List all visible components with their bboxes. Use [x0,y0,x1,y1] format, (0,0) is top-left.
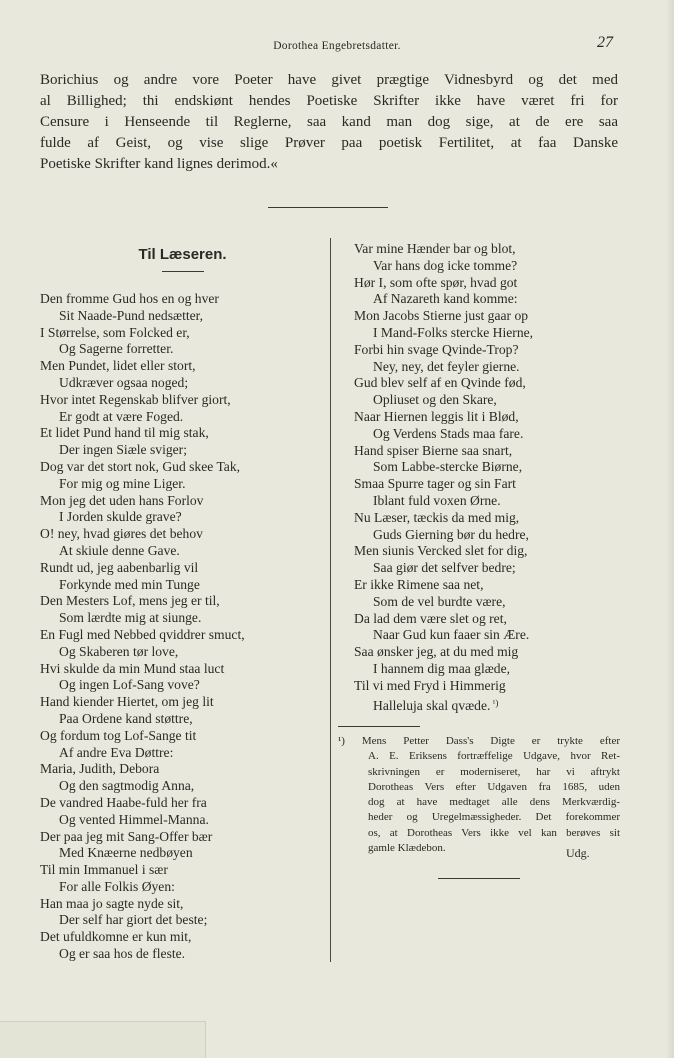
intro-paragraph [40,70,618,175]
verse-line: Som lærdte mig at siunge. [59,610,202,626]
verse-line: Saa ønsker jeg, at du med mig [354,644,519,660]
poem-left-column [40,244,325,963]
title-rule [162,271,204,272]
verse-line: Men Pundet, lidet eller stort, [40,358,196,374]
verse-line: Med Knæerne nedbøyen [59,845,193,861]
verse-line: Den Mesters Lof, mens jeg er til, [40,593,220,609]
verse-line: Iblant fuld voxen Ørne. [373,492,501,508]
section-divider [268,207,388,208]
end-rule [438,878,520,879]
verse-line: Og er saa hos de fleste. [59,946,186,962]
verse-line: Hvor intet Regenskab blifver giort, [40,391,231,407]
verse-line: Hand spiser Bierne saa snart, [354,442,513,458]
column-divider [330,238,331,962]
verse-line: Opliuset og den Skare, [373,392,497,408]
verse-line: Mon jeg det uden hans Forlov [40,492,204,508]
footnote-line: dog at have medtaget alle dens Merkværdig- [368,796,620,809]
verse-line: For alle Folkis Øyen: [59,878,175,894]
verse-line: Og vented Himmel-Manna. [59,811,209,827]
intro-line: Borichius og andre vore Poeter have givet prægtige Vidnesbyrd og det med [40,72,618,88]
verse-line: Var hans dog icke tomme? [373,257,518,273]
verse-line: Smaa Spurre tager og sin Fart [354,476,516,492]
verse-line: En Fugl med Nebbed qviddrer smuct, [40,626,245,642]
verse-line: Men siunis Vercked slet for dig, [354,543,528,559]
intro-line: Censure i Henseende til Reglerne, saa kand man dog sige, at de ere saa [40,114,618,130]
verse-line: Og ingen Lof-Sang vove? [59,677,200,693]
footnote-marker[interactable]: ¹) [490,697,499,708]
verse-line: Rundt ud, jeg aabenbarlig vil [40,559,199,575]
intro-line: Poetiske Skrifter kand lignes derimod.« [40,156,278,172]
verse-line: Forbi hin svage Qvinde-Trop? [354,341,519,357]
verse-line: Naar Hiernen leggis lit i Blød, [354,408,519,424]
verse-line: Og Sagerne forretter. [59,341,174,357]
verse-line: Og den sagtmodig Anna, [59,778,195,794]
verse-line: Hand kiender Hiertet, om jeg lit [40,694,214,710]
verse-line: I hannem dig maa glæde, [373,660,511,676]
verse-line: Er godt at være Foged. [59,408,184,424]
verse-line: Som Labbe-stercke Biørne, [373,459,523,475]
verse-line: O! ney, hvad giøres det behov [40,526,203,542]
running-head: Dorothea Engebretsdatter. [273,40,401,52]
verse-line: Det ufuldkomne er kun mit, [40,929,192,945]
footnote-line: os, at Dorotheas Vers ikke vel kan berøves sit [368,826,620,839]
verse-line: Han maa jo sagte nyde sit, [40,895,184,911]
verse-line: Ney, ney, det feyler gierne. [373,358,520,374]
verse-line: Og fordum tog Lof-Sange tit [40,727,197,743]
footnote-line: heder og Uregelmæssigheder. Det forekommer [368,811,620,824]
verse-line: Da lad dem være slet og ret, [354,610,507,626]
verse-line: Et lidet Pund hand til mig stak, [40,425,209,441]
verse-line: Udkræver ogsaa noged; [59,374,189,390]
poem-right-column [354,241,624,714]
footnote [338,734,620,856]
verse-line: Nu Læser, tæckis da med mig, [354,509,520,525]
verse-line: I Jorden skulde grave? [59,509,182,525]
verse-line: Forkynde med min Tunge [59,576,200,592]
verse-line: Hør I, som ofte spør, hvad got [354,274,518,290]
verse-line: Gud blev self af en Qvinde fød, [354,375,526,391]
verse-line: Saa giør det selfver bedre; [373,560,516,576]
verse-line: I Mand-Folks stercke Hierne, [373,324,534,340]
verse-line: Paa Ordene kand støttre, [59,710,193,726]
footnote-line: gamle Klædebon. [368,842,446,855]
verse-line: Maria, Judith, Debora [40,761,160,777]
verse-line: Som de vel burdte være, [373,593,506,609]
verse-line: De vandred Haabe-fuld her fra [40,794,207,810]
verse-line: Der self har giort det beste; [59,912,208,928]
scan-corner-artifact [0,1021,206,1058]
verse-line: Og Skaberen tør love, [59,643,179,659]
page-edge-shadow [666,0,674,1058]
verse-line: Var mine Hænder bar og blot, [354,241,516,256]
footnote-line: A. E. Eriksens fortræffelige Udgave, hvor Ret- [368,750,620,763]
poem-verses-right [354,241,624,714]
verse-line: I Størrelse, som Folcked er, [40,324,190,340]
footnote-line: skrivningen er moderniseret, har vi aftrykt [368,765,620,778]
page-number: 27 [597,34,613,51]
footnote-rule [338,726,420,727]
verse-line: Guds Gierning bør du hedre, [373,526,529,542]
verse-line: For mig og mine Liger. [59,475,186,491]
intro-line: al Billighed; thi endskiønt hendes Poetiske Skrifter ikke have været fri for [40,93,618,109]
intro-line: fulde af Geist, og vise slige Prøver paa poetisk Fertilitet, at faa Danske [40,135,618,151]
verse-line: Mon Jacobs Stierne just gaar op [354,308,529,324]
verse-line: Af andre Eva Døttre: [59,744,174,760]
poem-title: Til Læseren. [138,246,227,263]
footnote-line: Dorotheas Vers efter Udgaven fra 1685, uden [368,780,620,793]
footnote-line: ¹) Mens Petter Dass's Digte er trykte efter [338,735,620,747]
verse-line: Er ikke Rimene saa net, [354,576,484,592]
verse-line: Til min Immanuel i sær [40,862,168,878]
verse-line: Hvi skulde da min Mund staa luct [40,660,225,676]
verse-line: Sit Naade-Pund nedsætter, [59,307,204,323]
verse-line: Naar Gud kun faaer sin Ære. [373,627,530,643]
verse-line: Og Verdens Stads maa fare. [373,425,524,441]
verse-line: Den fromme Gud hos en og hver [40,291,219,306]
footnote-signature: Udg. [566,846,590,860]
verse-line: Til vi med Fryd i Himmerig [354,677,506,693]
verse-line: Dog var det stort nok, Gud skee Tak, [40,458,241,474]
verse-line: At skiule denne Gave. [59,542,180,558]
verse-line: Der paa jeg mit Sang-Offer bær [40,828,213,844]
verse-line: Der ingen Siæle sviger; [59,442,187,458]
verse-line: Af Nazareth kand komme: [373,291,518,307]
verse-line: Halleluja skal qvæde. $^{^1)}$ [373,697,499,713]
poem-verses-left [40,291,325,963]
